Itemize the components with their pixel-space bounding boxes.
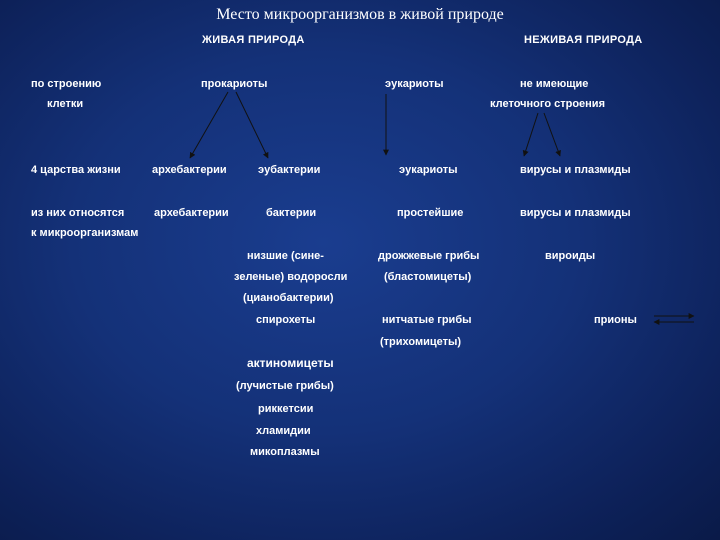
microbe-protozoa: простейшие — [397, 207, 464, 219]
kingdom-eukaryotes: эукариоты — [399, 164, 458, 176]
bacteria-item: низшие (сине- — [247, 250, 324, 262]
microbe-viruses: вирусы и плазмиды — [520, 207, 631, 219]
row-kingdoms-label: 4 царства жизни — [31, 164, 121, 176]
microbe-bacteria: бактерии — [266, 207, 317, 219]
header-nonliving: НЕЖИВАЯ ПРИРОДА — [524, 34, 643, 46]
noncellular-label-2: клеточного строения — [490, 98, 605, 110]
bacteria-item: хламидии — [256, 425, 311, 437]
arrow-prokaryotes-eubacteria — [236, 92, 268, 158]
bacteria-item: спирохеты — [256, 314, 316, 326]
eukaryotes-label: эукариоты — [385, 78, 444, 90]
eukaryote-item: (бластомицеты) — [384, 271, 472, 283]
kingdom-eubacteria: эубактерии — [258, 164, 321, 176]
arrow-noncellular-left — [524, 113, 538, 156]
bacteria-item: (лучистые грибы) — [236, 380, 334, 392]
page-title: Место микроорганизмов в живой природе — [216, 6, 504, 23]
row-structure-label-2: клетки — [47, 98, 84, 110]
nonliving-item: прионы — [594, 314, 637, 326]
microbe-archaebacteria: архебактерии — [154, 207, 229, 219]
bacteria-item: микоплазмы — [250, 446, 320, 458]
kingdom-viruses: вирусы и плазмиды — [520, 164, 631, 176]
bacteria-item: (цианобактерии) — [243, 292, 334, 304]
nonliving-item: вироиды — [545, 250, 596, 262]
row-microbes-label-2: к микроорганизмам — [31, 227, 139, 239]
eukaryote-item: (трихомицеты) — [380, 336, 462, 348]
row-microbes-label-1: из них относятся — [31, 207, 125, 219]
bacteria-item: риккетсии — [258, 403, 314, 415]
eukaryote-item: нитчатые грибы — [382, 314, 472, 326]
kingdom-archaebacteria: архебактерии — [152, 164, 227, 176]
row-structure-label-1: по строению — [31, 78, 102, 90]
noncellular-label-1: не имеющие — [520, 78, 589, 90]
bacteria-item: актиномицеты — [247, 356, 334, 370]
eukaryote-item: дрожжевые грибы — [378, 250, 480, 262]
prokaryotes-label: прокариоты — [201, 78, 268, 90]
arrow-prokaryotes-archaebacteria — [190, 92, 228, 158]
arrow-noncellular-right — [544, 113, 560, 156]
header-living: ЖИВАЯ ПРИРОДА — [202, 34, 305, 46]
bacteria-item: зеленые) водоросли — [234, 271, 348, 283]
